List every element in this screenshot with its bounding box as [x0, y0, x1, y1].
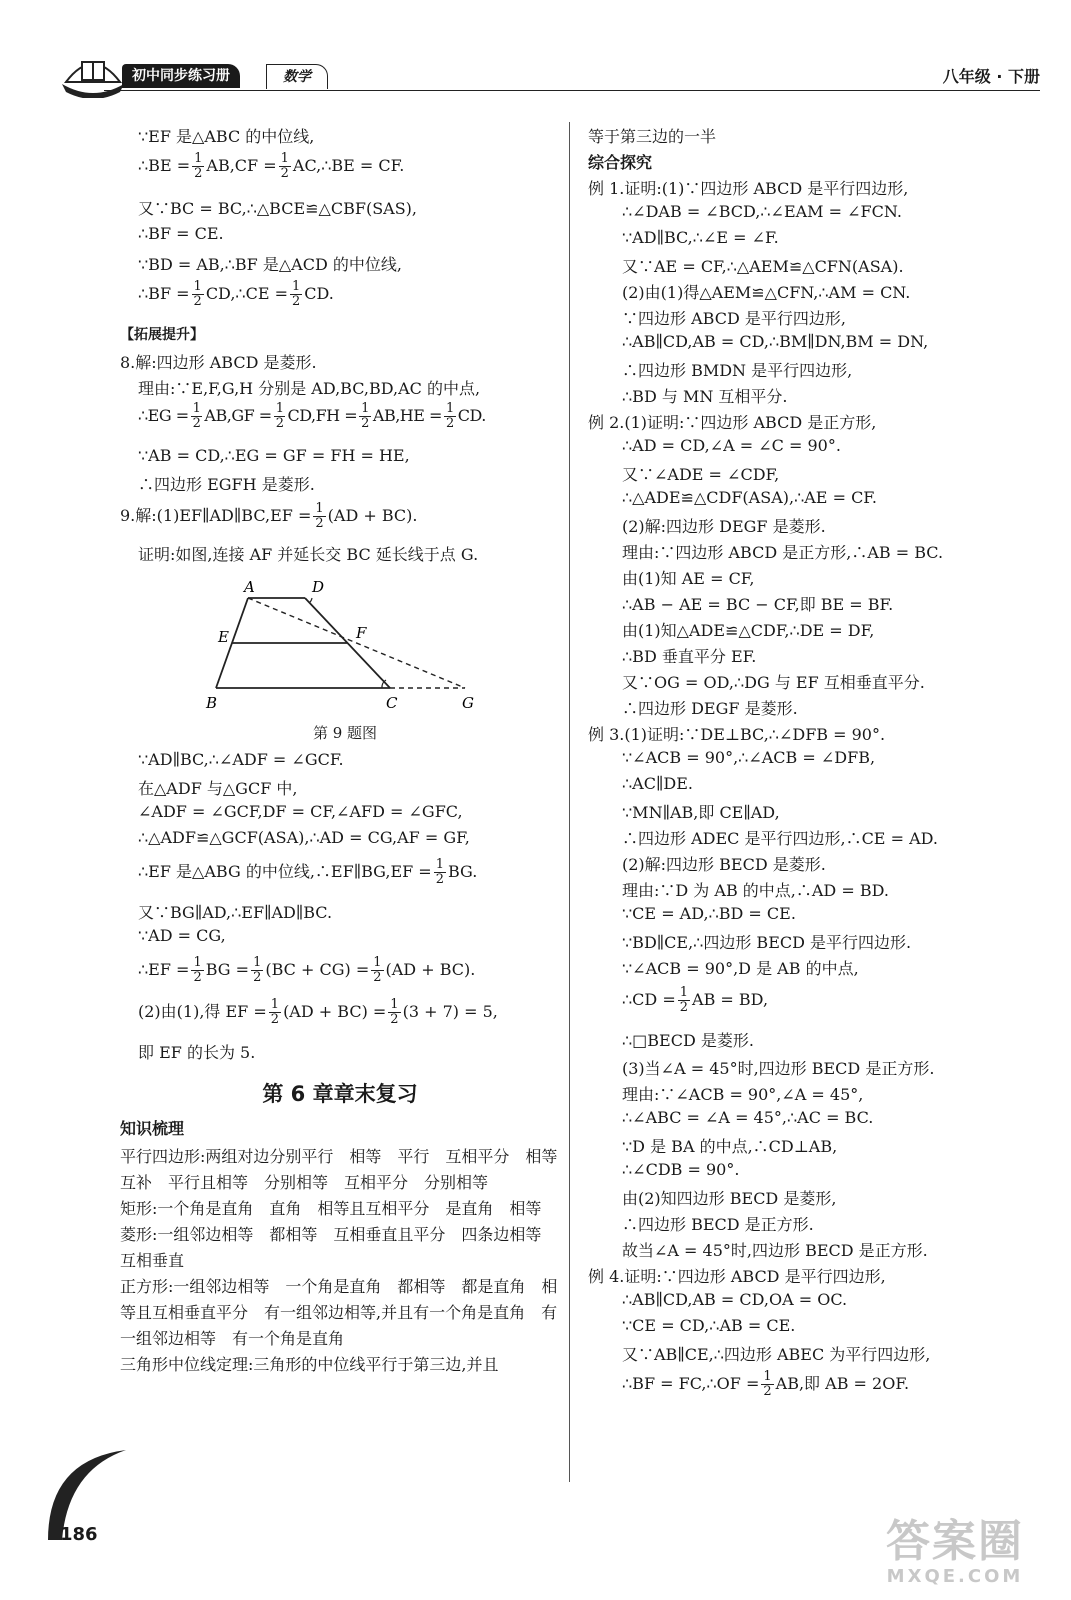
text-line: 由(2)知四边形 BECD 是菱形,: [622, 1189, 837, 1208]
text-line: 故当∠A = 45°时,四边形 BECD 是正方形.: [622, 1241, 928, 1260]
text-line: ∴△ADF≌△GCF(ASA),∴AD = CG,AF = GF,: [138, 828, 470, 847]
fraction-half: $\frac{1}{2}$: [280, 151, 289, 181]
text-line: ∵BD = AB,∴BF 是△ACD 的中位线,: [138, 255, 402, 274]
text-line: ∴∠DAB = ∠BCD,∴∠EAM = ∠FCN.: [622, 202, 902, 221]
figure-caption: 第 9 题图: [312, 724, 378, 742]
text-line: 又∵BG∥AD,∴EF∥AD∥BC.: [138, 903, 333, 922]
text-line: ∵BD∥CE,∴四边形 BECD 是平行四边形.: [622, 933, 912, 952]
label-B: B: [206, 694, 218, 712]
fraction-half: $\frac{1}{2}$: [270, 997, 280, 1027]
text-line: 理由:∵D 为 AB 的中点,∴AD = BD.: [622, 881, 889, 900]
text-line: ∵EF 是△ABC 的中位线,: [138, 127, 315, 146]
text-line: ∴EF = $\frac{1}{2}$ BG = $\frac{1}{2}$ (BC + CG) = $\frac{1}{2}$ (AD + BC).: [138, 955, 476, 985]
text-line: 理由:∵E,F,G,H 分别是 AD,BC,BD,AC 的中点,: [138, 379, 481, 398]
page-number: 186: [60, 1524, 98, 1545]
text-line: 又∵BC = BC,∴△BCE≌△CBF(SAS),: [138, 199, 418, 218]
fraction-half: $\frac{1}{2}$: [679, 985, 689, 1015]
text-line: ∴BE = $\frac{1}{2}$ AB,CF = $\frac{1}{2}$ AC,∴BE = CF.: [138, 151, 405, 181]
problem-8: 8.解:四边形 ABCD 是菱形.: [120, 353, 317, 372]
fraction-half: $\frac{1}{2}$: [445, 401, 454, 431]
example-1: 例 1.证明:(1)∵四边形 ABCD 是平行四边形,: [588, 179, 909, 198]
example-2: 例 2.(1)证明:∵四边形 ABCD 是正方形,: [588, 413, 877, 432]
angle-arc-D: [309, 598, 312, 603]
fraction-half: $\frac{1}{2}$: [253, 955, 262, 985]
column-divider: [569, 122, 570, 1482]
text-line: ∴CD = $\frac{1}{2}$ AB = BD,: [622, 985, 769, 1015]
watermark-url: MXQE.COM: [886, 1566, 1024, 1587]
text-line: ∴□BECD 是菱形.: [622, 1031, 754, 1050]
figure-9: [120, 572, 560, 722]
knowledge-item: 平行四边形:两组对边分别平行 相等 平行 互相平分 相等 互补 平行且相等 分别相等 互相平分 分别相等: [120, 1147, 574, 1192]
text-line: 又∵OG = OD,∴DG 与 EF 互相垂直平分.: [622, 673, 925, 692]
text-line: ∴AB∥CD,AB = CD,OA = OC.: [622, 1290, 848, 1309]
text-line: (2)解:四边形 DEGF 是菱形.: [622, 517, 826, 536]
text-line: ∴BF = CE.: [138, 224, 224, 243]
text-line: ∵AD = CG,: [138, 926, 226, 945]
label-C: C: [386, 694, 398, 712]
fraction-half: $\frac{1}{2}$: [193, 955, 202, 985]
text-line: ∴四边形 BMDN 是平行四边形,: [622, 361, 853, 380]
chapter-title: 第 6 章章末复习: [262, 1082, 418, 1106]
knowledge-item: 正方形:一组邻边相等 一个角是直角 都相等 都是直角 相等且互相垂直平分 有一组邻边相等,并且有一个角是直角 有一组邻边相等 有一个角是直角: [120, 1277, 558, 1348]
fraction-half: $\frac{1}{2}$: [763, 1369, 772, 1399]
text-line: ∴四边形 EGFH 是菱形.: [138, 475, 315, 494]
text-line: ∴BF = FC,∴OF = $\frac{1}{2}$ AB,即 AB = 2OF.: [622, 1369, 910, 1399]
text-line: ∵四边形 ABCD 是平行四边形,: [622, 309, 846, 328]
text-line: 又∵AE = CF,∴△AEM≌△CFN(ASA).: [622, 257, 904, 276]
text-line: 又∵AB∥CE,∴四边形 ABEC 为平行四边形,: [622, 1345, 931, 1364]
label-E: E: [218, 628, 229, 646]
text-line: 证明:如图,连接 AF 并延长交 BC 延长线于点 G.: [138, 545, 479, 564]
text-line: ∵∠ACB = 90°,∴∠ACB = ∠DFB,: [622, 748, 876, 767]
problem-9: 9.解:(1)EF∥AD∥BC,EF = $\frac{1}{2}$ (AD + BC).: [120, 501, 418, 531]
example-4: 例 4.证明:∵四边形 ABCD 是平行四边形,: [588, 1267, 886, 1286]
text-line: ∴四边形 BECD 是正方形.: [622, 1215, 814, 1234]
text-line: (2)由(1)得△AEM≌△CFN,∴AM = CN.: [622, 283, 911, 302]
text-line: ∴△ADE≌△CDF(ASA),∴AE = CF.: [622, 488, 877, 507]
fraction-half: $\frac{1}{2}$: [193, 279, 202, 309]
text-line: ∵AB = CD,∴EG = GF = FH = HE,: [138, 446, 410, 465]
text-line: 即 EF 的长为 5.: [138, 1043, 256, 1062]
right-column: [588, 124, 998, 1412]
text-line: (3)当∠A = 45°时,四边形 BECD 是正方形.: [622, 1059, 935, 1078]
book-logo-icon: [58, 52, 128, 98]
text-line: 等于第三边的一半: [588, 127, 717, 146]
text-line: ∴BD 与 MN 互相平分.: [622, 387, 788, 406]
text-line: ∴EF 是△ABG 的中位线,∴EF∥BG,EF = $\frac{1}{2}$ BG.: [138, 857, 478, 887]
example-3: 例 3.(1)证明:∵DE⊥BC,∴∠DFB = 90°.: [588, 725, 886, 744]
fraction-half: $\frac{1}{2}$: [194, 151, 203, 181]
label-D: D: [312, 578, 325, 596]
label-A: A: [244, 578, 255, 596]
text-line: ∴AD = CD,∠A = ∠C = 90°.: [622, 436, 841, 455]
text-line: ∴BD 垂直平分 EF.: [622, 647, 757, 666]
text-line: ∴BF = $\frac{1}{2}$ CD,∴CE = $\frac{1}{2}$ CD.: [138, 279, 334, 309]
text-line: ∵∠ACB = 90°,D 是 AB 的中点,: [622, 959, 859, 978]
text-line: ∵CE = CD,∴AB = CE.: [622, 1316, 796, 1335]
grade-label: 八年级 · 下册: [942, 67, 1040, 86]
fraction-half: $\frac{1}{2}$: [192, 401, 201, 431]
text-line: 又∵∠ADE = ∠CDF,: [622, 465, 780, 484]
knowledge-item: 矩形:一个角是直角 直角 相等且互相平分 是直角 相等: [120, 1199, 542, 1218]
text-line: (2)由(1),得 EF = $\frac{1}{2}$ (AD + BC) = $\frac{1}{2}$ (3 + 7) = 5,: [138, 997, 498, 1027]
section-heading: 综合探究: [588, 153, 653, 172]
fraction-half: $\frac{1}{2}$: [435, 857, 444, 887]
text-line: 由(1)知 AE = CF,: [622, 569, 755, 588]
text-line: 在△ADF 与△GCF 中,: [138, 779, 298, 798]
label-F: F: [356, 624, 367, 642]
fraction-half: $\frac{1}{2}$: [292, 279, 301, 309]
text-line: ∴∠CDB = 90°.: [622, 1160, 740, 1179]
text-line: ∵D 是 BA 的中点,∴CD⊥AB,: [622, 1137, 838, 1156]
watermark-logo: 答案圈: [886, 1516, 1024, 1567]
section-heading: 知识梳理: [120, 1119, 185, 1138]
text-line: ∴EG = $\frac{1}{2}$ AB,GF = $\frac{1}{2}$ CD,FH = $\frac{1}{2}$ AB,HE = $\frac{1}{2}$ CD.: [138, 401, 486, 431]
text-line: ∵MN∥AB,即 CE∥AD,: [622, 803, 780, 822]
left-column: [120, 124, 574, 1378]
text-line: 理由:∵四边形 ABCD 是正方形,∴AB = BC.: [622, 543, 944, 562]
text-line: ∵CE = AD,∴BD = CE.: [622, 904, 796, 923]
text-line: ∴四边形 ADEC 是平行四边形,∴CE = AD.: [622, 829, 938, 848]
text-line: ∠ADF = ∠GCF,DF = CF,∠AFD = ∠GFC,: [138, 802, 463, 821]
section-tag: 【拓展提升】: [120, 327, 204, 343]
fraction-half: $\frac{1}{2}$: [361, 401, 369, 431]
text-line: ∵AD∥BC,∴∠ADF = ∠GCF.: [138, 750, 344, 769]
fraction-half: $\frac{1}{2}$: [373, 955, 382, 985]
text-line: ∴AB∥CD,AB = CD,∴BM∥DN,BM = DN,: [622, 332, 929, 351]
text-line: 理由:∵∠ACB = 90°,∠A = 45°,: [622, 1085, 864, 1104]
fraction-half: $\frac{1}{2}$: [390, 997, 399, 1027]
trapezoid-diagram: [120, 572, 560, 722]
text-line: ∴AC∥DE.: [622, 774, 693, 793]
fraction-half: $\frac{1}{2}$: [315, 501, 324, 531]
text-line: ∴四边形 DEGF 是菱形.: [622, 699, 798, 718]
header-rule: [104, 90, 1040, 91]
subject-label: 数学: [266, 64, 328, 89]
label-G: G: [462, 694, 474, 712]
knowledge-item: 菱形:一组邻边相等 都相等 互相垂直且平分 四条边相等 互相垂直: [120, 1225, 558, 1270]
fraction-half: $\frac{1}{2}$: [275, 401, 284, 431]
text-line: ∵AD∥BC,∴∠E = ∠F.: [622, 228, 779, 247]
page-header: [40, 52, 1040, 100]
book-title: 初中同步练习册: [122, 64, 240, 88]
watermark: [875, 1518, 1035, 1588]
text-line: 由(1)知△ADE≌△CDF,∴DE = DF,: [622, 621, 875, 640]
text-line: ∴∠ABC = ∠A = 45°,∴AC = BC.: [622, 1108, 874, 1127]
text-line: ∴AB − AE = BC − CF,即 BE = BF.: [622, 595, 894, 614]
text-line: (2)解:四边形 BECD 是菱形.: [622, 855, 826, 874]
knowledge-item: 三角形中位线定理:三角形的中位线平行于第三边,并且: [120, 1355, 499, 1374]
